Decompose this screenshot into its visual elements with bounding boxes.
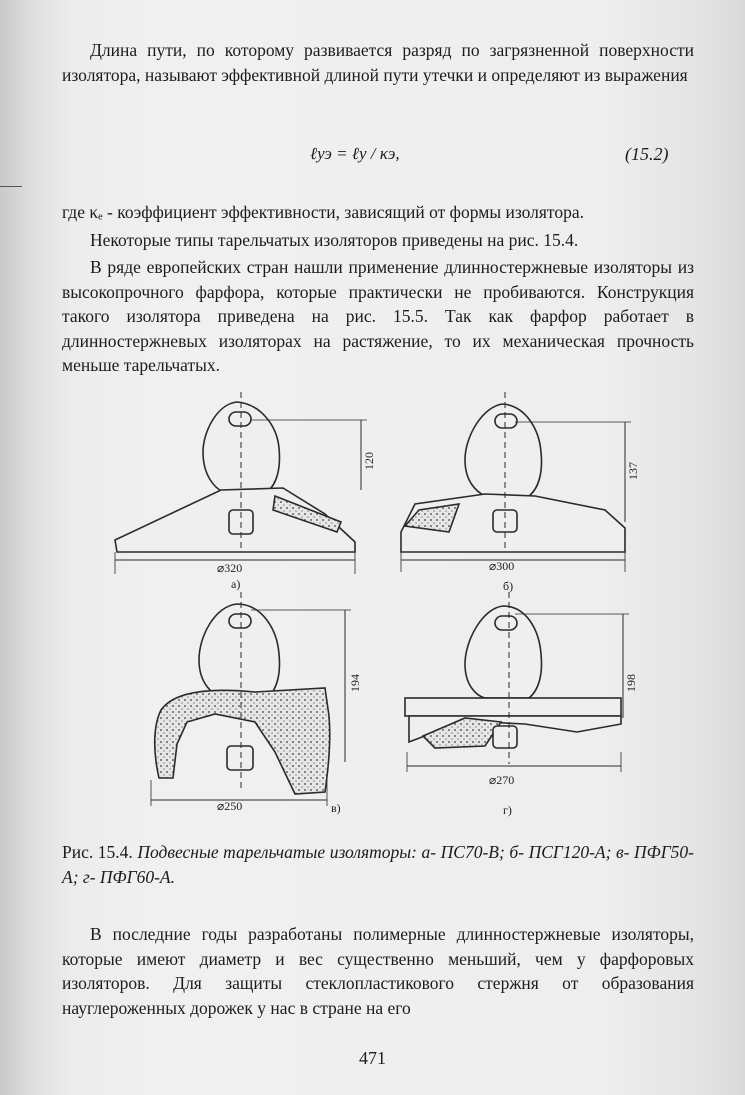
paragraph-coefficient: где κₑ - коэффициент эффективности, зависящий от формы изолятора. [62,202,584,222]
insulator-c-drawing [151,592,351,806]
panel-letter-d: г) [503,803,512,817]
diameter-label-a: ⌀320 [217,561,243,575]
paragraph-polymer-insulators: В последние годы разработаны полимерные длинностержневые изоляторы, которые имеют диаметр и вес существенно меньший, чем у фарфоровых изоляторов. Для защиты стеклопластикового стержня от образования науглероженных дорожек у нас в стране на его [62,924,694,1018]
insulator-a-drawing [115,392,367,574]
height-label-c: 194 [348,674,362,692]
panel-letter-a: а) [231,577,241,591]
paragraph-longrod-porcelain: В ряде европейских стран нашли применение длинностержневые изоляторы из высокопрочного фарфора, которые практически не пробиваются. Конструкция такого изолятора приведена на рис. 15.5. Так как фарфор работает в длинностержневых изоляторах на растяжение, то их механическая прочность меньше тарельчатых. [62,257,694,375]
height-label-b: 137 [626,462,640,480]
caption-label: Рис. 15.4. [62,842,133,862]
margin-mark [0,186,22,187]
insulator-d-drawing [405,592,629,772]
insulators-drawing [105,392,645,832]
formula-number: (15.2) [625,144,669,164]
insulator-b-drawing [401,392,631,572]
panel-letter-c: в) [331,801,341,815]
caption-text: Подвесные тарельчатые изоляторы: а- ПС70-В; б- ПСГ120-А; в- ПФГ50-А; г- ПФГ60-А. [62,842,695,887]
page-number: 471 [359,1048,386,1068]
formula-15-2: ℓуэ = ℓу / κэ, [310,144,400,163]
paragraph-leakage-path: Длина пути, по которому развивается разряд по загрязненной поверхности изолятора, называют эффективной длиной пути утечки и определяют из выражения [62,40,694,85]
height-label-a: 120 [362,452,376,470]
diameter-label-c: ⌀250 [217,799,243,813]
diameter-label-d: ⌀270 [489,773,515,787]
diameter-label-b: ⌀300 [489,559,515,573]
paragraph-types-reference: Некоторые типы тарельчатых изоляторов приведены на рис. 15.4. [90,230,579,250]
height-label-d: 198 [624,674,638,692]
figure-15-4 [105,392,645,832]
panel-letter-b: б) [503,579,514,593]
figure-caption [62,840,694,890]
